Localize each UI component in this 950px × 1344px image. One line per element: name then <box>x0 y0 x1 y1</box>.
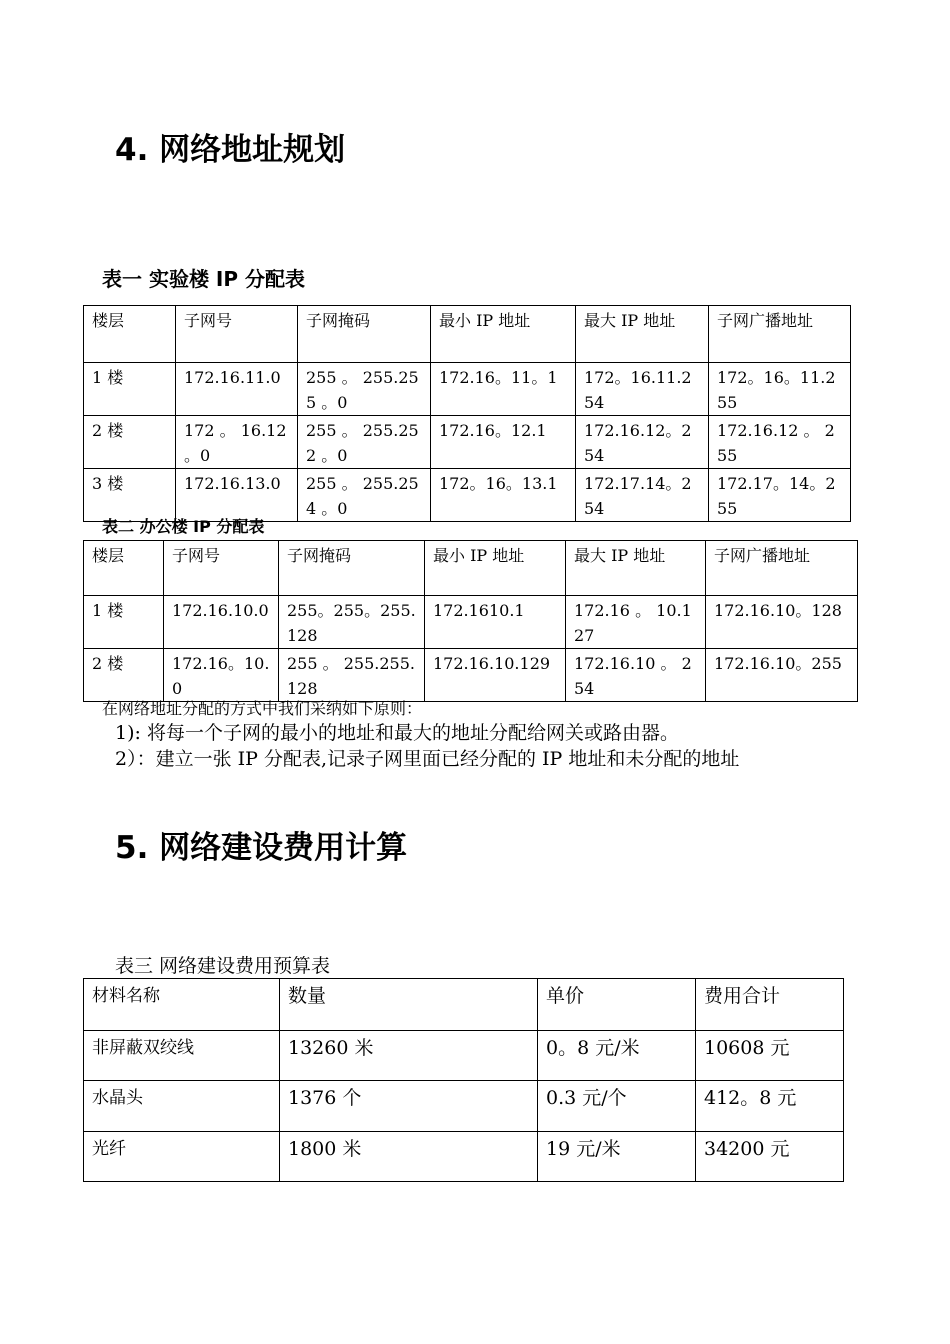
header-cell: 最大 IP 地址 <box>576 306 709 363</box>
table-2-caption: 表二 办公楼 IP 分配表 <box>102 517 265 536</box>
table-3-caption: 表三 网络建设费用预算表 <box>115 955 331 977</box>
table-row <box>84 596 858 649</box>
table-cell: 172。16.11.254 <box>576 363 709 416</box>
table-cell: 13260 米 <box>280 1031 538 1081</box>
header-cell: 子网广播地址 <box>709 306 851 363</box>
header-cell: 子网广播地址 <box>706 541 858 596</box>
lab-building-ip-table <box>83 305 851 522</box>
table-row <box>84 1081 844 1132</box>
network-cost-budget-table <box>83 978 844 1182</box>
table-header-row <box>84 541 858 596</box>
table-cell: 水晶头 <box>84 1081 280 1132</box>
table-cell: 1 楼 <box>84 363 176 416</box>
table-cell: 172.16.10。255 <box>706 649 858 702</box>
table-cell: 172.16.10。128 <box>706 596 858 649</box>
table-cell: 172.16.10.129 <box>425 649 566 702</box>
table-cell: 172.16.10 。 254 <box>566 649 706 702</box>
table-row <box>84 363 851 416</box>
table-cell: 172.16.10.0 <box>164 596 279 649</box>
table-cell: 1 楼 <box>84 596 164 649</box>
table-row <box>84 1031 844 1081</box>
table-header-row <box>84 306 851 363</box>
table-cell: 255 。 255.254 。0 <box>298 469 431 522</box>
table-cell: 3 楼 <box>84 469 176 522</box>
table-cell: 19 元/米 <box>538 1132 696 1182</box>
table-cell: 172.16.11.0 <box>176 363 298 416</box>
header-cell: 材料名称 <box>84 979 280 1031</box>
header-cell: 子网掩码 <box>298 306 431 363</box>
header-cell: 子网号 <box>164 541 279 596</box>
table-cell: 172。16。11.255 <box>709 363 851 416</box>
table-cell: 172.17.14。254 <box>576 469 709 522</box>
header-cell: 最小 IP 地址 <box>425 541 566 596</box>
table-cell: 172.16.12。254 <box>576 416 709 469</box>
table-cell: 172.16。11。1 <box>431 363 576 416</box>
table-cell: 172.1610.1 <box>425 596 566 649</box>
header-cell: 子网号 <box>176 306 298 363</box>
header-cell: 费用合计 <box>696 979 844 1031</box>
header-cell: 楼层 <box>84 541 164 596</box>
header-cell: 数量 <box>280 979 538 1031</box>
section-5-heading: 5. 网络建设费用计算 <box>115 830 408 866</box>
table-1-caption: 表一 实验楼 IP 分配表 <box>102 267 305 291</box>
table-header-row <box>84 979 844 1031</box>
table-cell: 0。8 元/米 <box>538 1031 696 1081</box>
table-cell: 172 。 16.12 。0 <box>176 416 298 469</box>
table-cell: 172.16.12 。 255 <box>709 416 851 469</box>
table-cell: 255。255。255.128 <box>279 596 425 649</box>
table-row <box>84 1132 844 1182</box>
header-cell: 单价 <box>538 979 696 1031</box>
table-cell: 172.16 。 10.127 <box>566 596 706 649</box>
table-cell: 172.16。10.0 <box>164 649 279 702</box>
table-cell: 172.16.13.0 <box>176 469 298 522</box>
table-cell: 34200 元 <box>696 1132 844 1182</box>
principle-item-2: 2）：建立一张 IP 分配表,记录子网里面已经分配的 IP 地址和未分配的地址 <box>115 748 740 770</box>
table-cell: 172.16。12.1 <box>431 416 576 469</box>
table-cell: 412。8 元 <box>696 1081 844 1132</box>
table-cell: 0.3 元/个 <box>538 1081 696 1132</box>
table-cell: 10608 元 <box>696 1031 844 1081</box>
table-cell: 172。16。13.1 <box>431 469 576 522</box>
header-cell: 最小 IP 地址 <box>431 306 576 363</box>
table-row <box>84 469 851 522</box>
office-building-ip-table <box>83 540 858 702</box>
table-cell: 255 。 255.255.128 <box>279 649 425 702</box>
table-cell: 1376 个 <box>280 1081 538 1132</box>
table-cell: 172.17。14。255 <box>709 469 851 522</box>
table-cell: 255 。 255.255 。0 <box>298 363 431 416</box>
table-cell: 非屏蔽双绞线 <box>84 1031 280 1081</box>
principles-intro: 在网络地址分配的方式中我们采纳如下原则： <box>102 699 423 718</box>
header-cell: 子网掩码 <box>279 541 425 596</box>
table-cell: 光纤 <box>84 1132 280 1182</box>
table-row <box>84 649 858 702</box>
section-4-heading: 4. 网络地址规划 <box>115 132 346 168</box>
header-cell: 楼层 <box>84 306 176 363</box>
table-row <box>84 416 851 469</box>
principle-item-1: 1): 将每一个子网的最小的地址和最大的地址分配给网关或路由器。 <box>115 722 679 744</box>
table-cell: 2 楼 <box>84 416 176 469</box>
header-cell: 最大 IP 地址 <box>566 541 706 596</box>
table-cell: 1800 米 <box>280 1132 538 1182</box>
table-cell: 2 楼 <box>84 649 164 702</box>
table-cell: 255 。 255.252 。0 <box>298 416 431 469</box>
